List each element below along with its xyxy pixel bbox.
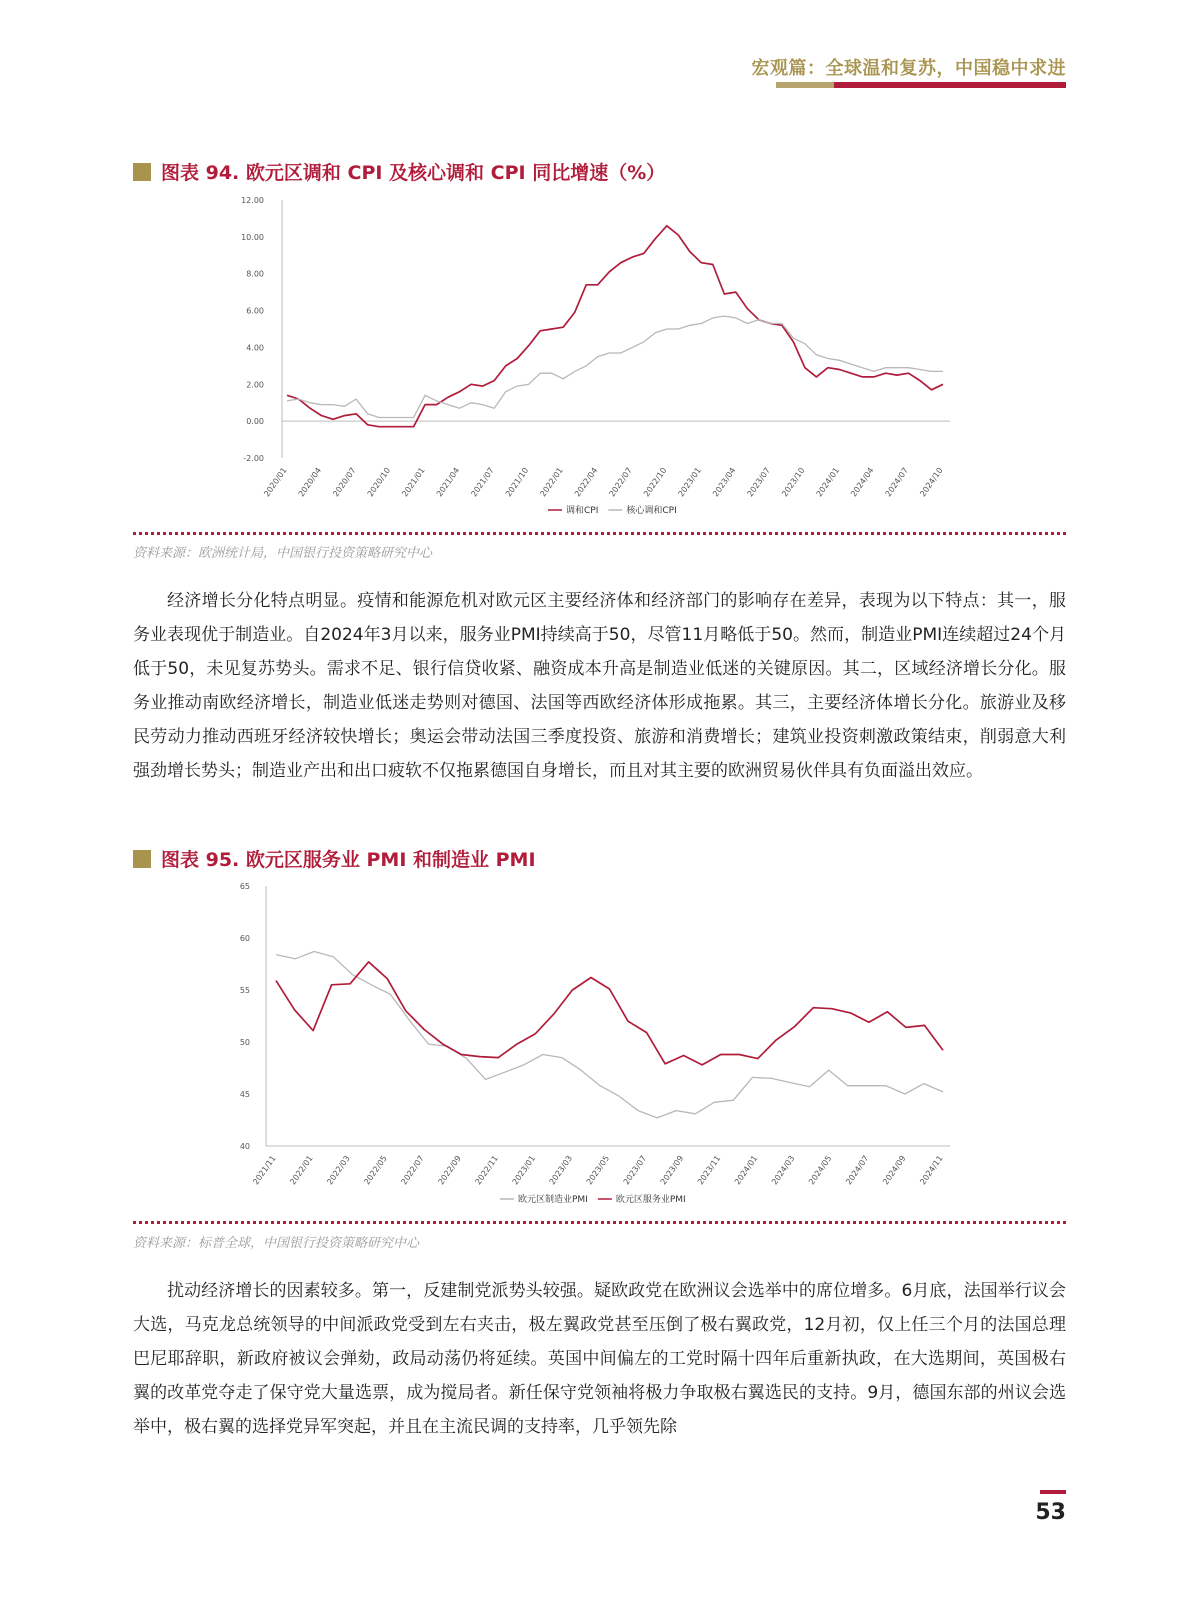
c2-xtick-label: 2024/11 xyxy=(918,1153,945,1187)
c2-xtick-label: 2024/03 xyxy=(769,1153,797,1187)
paragraph-2 xyxy=(133,1274,1066,1444)
c1-xtick-label: 2024/01 xyxy=(814,465,842,499)
c1-ytick-label: 2.00 xyxy=(246,380,264,390)
c1-ytick-label: -2.00 xyxy=(243,454,264,463)
c2-legend-label: 欧元区服务业PMI xyxy=(615,1195,686,1205)
c2-ytick-label: 50 xyxy=(239,1038,250,1047)
c1-ytick-label: 8.00 xyxy=(246,269,264,279)
c2-xtick-label: 2023/03 xyxy=(547,1153,575,1187)
c2-xtick-label: 2023/07 xyxy=(621,1153,649,1187)
paragraph-1-text: 经济增长分化特点明显。疫情和能源危机对欧元区主要经济体和经济部门的影响存在差异，表现为以下特点：其一，服务业表现优于制造业。自2024年3月以来，服务业PMI持续高于50，尽管11月略低于50。然而，制造业PMI连续超过24个月低于50，未见复苏势头。需求不足、银行信贷收紧、融资成本升高是制造业低迷的关键原因。其二，区域经济增长分化。服务业推动南欧经济增长，制造业低迷走势则对德国、法国等西欧经济体形成拖累。其三，主要经济体增长分化。旅游业及移民劳动力推动西班牙经济较快增长；奥运会带动法国三季度投资、旅游和消费增长；建筑业投资刺激政策结束，削弱意大利强劲增长势头；制造业产出和出口疲软不仅拖累德国自身增长，而且对其主要的欧洲贸易伙伴具有负面溢出效应。 xyxy=(133,591,1066,781)
figure-94-divider xyxy=(133,532,1066,535)
c1-series-line-0 xyxy=(287,226,943,427)
c2-xtick-label: 2023/05 xyxy=(584,1153,612,1187)
c1-xtick-label: 2024/04 xyxy=(849,465,876,499)
header-bar-red xyxy=(834,82,1066,88)
c2-ytick-label: 45 xyxy=(239,1090,250,1099)
c1-xtick-label: 2020/01 xyxy=(262,465,289,499)
c2-xtick-label: 2022/11 xyxy=(473,1153,500,1187)
figure-95-source: 资料来源：标普全球，中国银行投资策略研究中心 xyxy=(133,1236,420,1251)
title-square-icon xyxy=(133,163,151,181)
paragraph-1 xyxy=(133,584,1066,788)
c1-xtick-label: 2022/01 xyxy=(538,465,565,499)
c1-series-line-1 xyxy=(287,316,943,417)
figure-95-divider xyxy=(133,1221,1066,1224)
c1-ytick-label: 6.00 xyxy=(246,306,264,316)
c2-xtick-label: 2022/01 xyxy=(288,1153,315,1187)
c2-xtick-label: 2024/01 xyxy=(732,1153,760,1187)
c1-legend-label: 调和CPI xyxy=(566,506,599,516)
chart-94 xyxy=(230,190,970,525)
page-number: 53 xyxy=(1035,1500,1066,1525)
c2-ytick-label: 60 xyxy=(239,934,250,943)
c1-ytick-label: 12.00 xyxy=(241,196,264,205)
page-number-bar xyxy=(1040,1490,1066,1494)
c1-xtick-label: 2024/07 xyxy=(883,465,911,499)
c2-series-line-0 xyxy=(276,952,943,1118)
c2-xtick-label: 2024/09 xyxy=(881,1153,908,1187)
c1-ytick-label: 0.00 xyxy=(246,417,264,427)
c1-xtick-label: 2022/10 xyxy=(641,465,669,499)
figure-95-title-text: 图表 95. 欧元区服务业 PMI 和制造业 PMI xyxy=(161,849,536,871)
c2-xtick-label: 2024/07 xyxy=(844,1153,871,1187)
c2-legend-label: 欧元区制造业PMI xyxy=(518,1195,588,1205)
c1-xtick-label: 2021/10 xyxy=(503,465,531,499)
c2-ytick-label: 40 xyxy=(239,1142,250,1151)
c1-xtick-label: 2020/04 xyxy=(296,465,324,499)
figure-94-title xyxy=(133,158,665,185)
chart-95 xyxy=(230,878,970,1213)
c1-legend-label: 核心调和CPI xyxy=(626,506,677,516)
title-square-icon xyxy=(133,850,151,868)
c1-xtick-label: 2023/07 xyxy=(745,465,773,499)
c2-xtick-label: 2023/11 xyxy=(695,1153,723,1187)
c1-xtick-label: 2021/07 xyxy=(469,465,496,499)
c1-xtick-label: 2023/04 xyxy=(711,465,738,499)
c1-xtick-label: 2023/10 xyxy=(780,465,807,499)
figure-94-source: 资料来源：欧洲统计局，中国银行投资策略研究中心 xyxy=(133,546,433,561)
c1-ytick-label: 10.00 xyxy=(241,232,264,242)
c2-series-line-1 xyxy=(276,962,943,1065)
c2-xtick-label: 2024/05 xyxy=(807,1153,834,1187)
c2-xtick-label: 2022/05 xyxy=(362,1153,389,1187)
c2-xtick-label: 2022/07 xyxy=(399,1153,426,1187)
c2-ytick-label: 55 xyxy=(239,986,250,995)
c1-xtick-label: 2021/04 xyxy=(434,465,462,499)
c2-xtick-label: 2022/09 xyxy=(436,1153,463,1187)
c2-xtick-label: 2022/03 xyxy=(325,1153,352,1187)
c2-xtick-label: 2023/09 xyxy=(658,1153,686,1187)
header-bar-gold xyxy=(776,82,834,88)
c1-xtick-label: 2022/04 xyxy=(572,465,600,499)
c2-xtick-label: 2021/11 xyxy=(251,1153,278,1187)
c1-xtick-label: 2023/01 xyxy=(676,465,703,499)
paragraph-2-text: 扰动经济增长的因素较多。第一，反建制党派势头较强。疑欧政党在欧洲议会选举中的席位增多。6月底，法国举行议会大选，马克龙总统领导的中间派政党受到左右夹击，极左翼政党甚至压倒了极右翼政党，12月初，仅上任三个月的法国总理巴尼耶辞职，新政府被议会弹劾，政局动荡仍将延续。英国中间偏左的工党时隔十四年后重新执政，在大选期间，英国极右翼的改革党夺走了保守党大量选票，成为搅局者。新任保守党领袖将极力争取极右翼选民的支持。9月，德国东部的州议会选举中，极右翼的选择党异军突起，并且在主流民调的支持率，几乎领先除 xyxy=(133,1281,1066,1437)
c1-xtick-label: 2021/01 xyxy=(400,465,427,499)
figure-94-title-text: 图表 94. 欧元区调和 CPI 及核心调和 CPI 同比增速（%） xyxy=(161,162,666,184)
header-title: 宏观篇：全球温和复苏，中国稳中求进 xyxy=(751,58,1066,79)
c1-xtick-label: 2022/07 xyxy=(607,465,634,499)
c1-ytick-label: 4.00 xyxy=(246,343,264,353)
c1-xtick-label: 2020/10 xyxy=(365,465,393,499)
c1-xtick-label: 2020/07 xyxy=(331,465,358,499)
c2-xtick-label: 2023/01 xyxy=(510,1153,538,1187)
figure-95-title xyxy=(133,845,536,872)
c1-xtick-label: 2024/10 xyxy=(918,465,945,499)
c2-ytick-label: 65 xyxy=(239,882,250,891)
